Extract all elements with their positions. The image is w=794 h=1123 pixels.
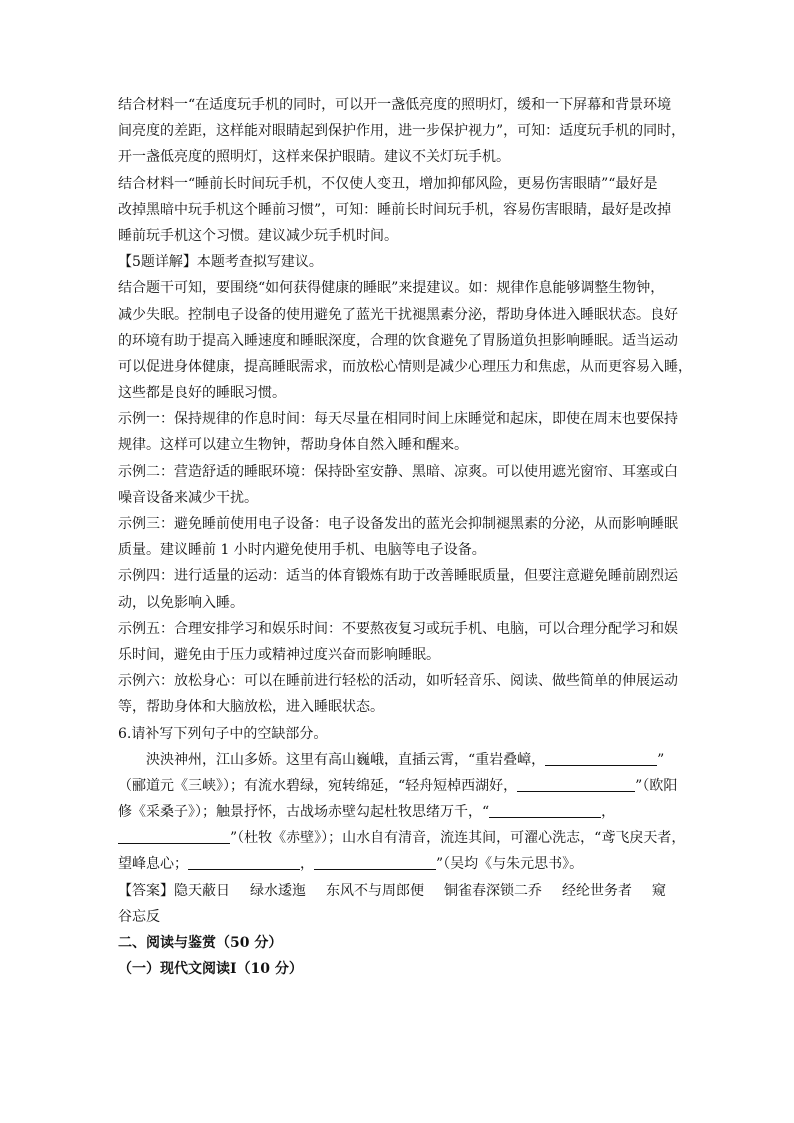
fill-text: ”: [657, 751, 665, 768]
text-line: 减少失眠。控制电子设备的使用避免了蓝光干扰褪黑素分泌，帮助身体进入睡眠状态。良好: [118, 306, 678, 323]
fill-text: 望峰息心；: [118, 856, 188, 873]
answer-item: 窥: [652, 882, 666, 899]
text-line: 间亮度的差距，这样能对眼睛起到保护作用，进一步保护视力”，可知：适度玩手机的同时，: [118, 123, 686, 140]
text-line: 这些都是良好的睡眠习惯。: [118, 385, 286, 402]
document-body: [118, 92, 692, 982]
text-line: 结合材料一“在适度玩手机的同时，可以开一盏低亮度的照明灯，缓和一下屏幕和背景环境: [118, 97, 672, 113]
answer-blank[interactable]: [188, 855, 300, 870]
example-1: 示例一：保持规律的作息时间：每天尽量在相同时间上床睡觉和起床，即使在周末也要保持: [118, 411, 678, 428]
fill-text: ，: [300, 856, 314, 873]
text-line: 可以促进身体健康，提高睡眠需求，而放松心情则是减少心理压力和焦虑，从而更容易入睡，: [118, 358, 692, 375]
fill-text: （郦道元《三峡》）；有流水碧绿，宛转绵延，“轻舟短棹西湖好，: [118, 777, 518, 794]
text-line: 质量。建议睡前 1 小时内避免使用手机、电脑等电子设备。: [118, 542, 486, 559]
answer-item: 绿水逶迤: [250, 882, 306, 899]
text-line: 改掉黑暗中玩手机这个睡前习惯”，可知：睡前长时间玩手机，容易伤害眼睛，最好是改掉: [118, 201, 672, 218]
answer-item: 铜雀春深锁二乔: [444, 882, 542, 899]
question-5-heading: 【5题详解】本题考查拟写建议。: [118, 254, 323, 271]
text-line: 规律。这样可以建立生物钟，帮助身体自然入睡和醒来。: [118, 437, 468, 454]
answer-line: [118, 878, 678, 904]
example-3: 示例三：避免睡前使用电子设备：电子设备发出的蓝光会抑制褪黑素的分泌，从而影响睡眠: [118, 516, 678, 532]
text-line: 的环境有助于提高入睡速度和睡眠深度，合理的饮食避免了胃肠道负担影响睡眠。适当运动: [118, 332, 678, 349]
section-heading: 二、阅读与鉴赏（50 分）: [118, 935, 283, 951]
text-line: 噪音设备来减少干扰。: [118, 489, 258, 506]
fill-line: [118, 851, 678, 877]
answer-blank[interactable]: [314, 855, 436, 870]
text-line: 动，以免影响入睡。: [118, 594, 244, 611]
answer-blank[interactable]: [545, 751, 657, 766]
text-line: 结合题干可知，要围绕“如何获得健康的睡眠”来提建议。如：规律作息能够调整生物钟，: [118, 280, 665, 297]
example-5: 示例五：合理安排学习和娱乐时间：不要熬夜复习或玩手机、电脑，可以合理分配学习和娱: [118, 620, 678, 637]
answer-item: 隐天蔽日: [174, 882, 230, 899]
text-line: 开一盏低亮度的照明灯，这样来保护眼睛。建议不关灯玩手机。: [118, 149, 510, 166]
fill-text: ，: [601, 804, 616, 821]
subsection-heading: （一）现代文阅读Ⅰ（10 分）: [118, 961, 303, 978]
answer-item: 经纶世务者: [562, 882, 632, 899]
answer-continuation: 谷忘反: [118, 908, 160, 925]
answer-item: 东风不与周郎便: [326, 882, 424, 899]
example-6: 示例六：放松身心：可以在睡前进行轻松的活动，如听轻音乐、阅读、做些简单的伸展运动: [118, 673, 678, 690]
example-2: 示例二：营造舒适的睡眠环境：保持卧室安静、黑暗、凉爽。可以使用遮光窗帘、耳塞或白: [118, 463, 678, 480]
example-4: 示例四：进行适量的运动：适当的体育锻炼有助于改善睡眠质量，但要注意避免睡前剧烈运: [118, 568, 678, 585]
fill-line: [118, 825, 686, 851]
answer-blank[interactable]: [517, 777, 635, 792]
fill-text: 修《采桑子》）；触景抒怀，古战场赤壁勾起杜牧思绪万千，“: [118, 804, 490, 821]
text-line: 结合材料一“睡前长时间玩手机，不仅使人变丑，增加抑郁风险，更易伤害眼睛”“最好是: [118, 175, 658, 192]
fill-text: 泱泱神州，江山多娇。这里有高山巍峨，直插云霄，“重岩叠嶂，: [146, 751, 546, 768]
answer-label: 【答案】: [118, 882, 174, 899]
fill-line: [118, 747, 678, 773]
fill-text: ”（吴均《与朱元思书》。: [436, 856, 584, 873]
fill-line: [118, 773, 678, 799]
text-line: 等，帮助身体和大脑放松，进入睡眠状态。: [118, 699, 384, 716]
fill-line: [118, 799, 678, 825]
text-line: 乐时间，避免由于压力或精神过度兴奋而影响睡眠。: [118, 646, 440, 663]
question-6-heading: 6.请补写下列句子中的空缺部分。: [118, 725, 328, 742]
answer-blank[interactable]: [118, 829, 230, 844]
text-line: 睡前玩手机这个习惯。建议减少玩手机时间。: [118, 227, 398, 244]
answer-blank[interactable]: [489, 803, 601, 818]
fill-text: ”（杜牧《赤壁》）；山水自有清音，流连其间，可濯心洗志，“鸢飞戾天者，: [230, 830, 686, 847]
fill-text: ”（欧阳: [635, 777, 678, 794]
